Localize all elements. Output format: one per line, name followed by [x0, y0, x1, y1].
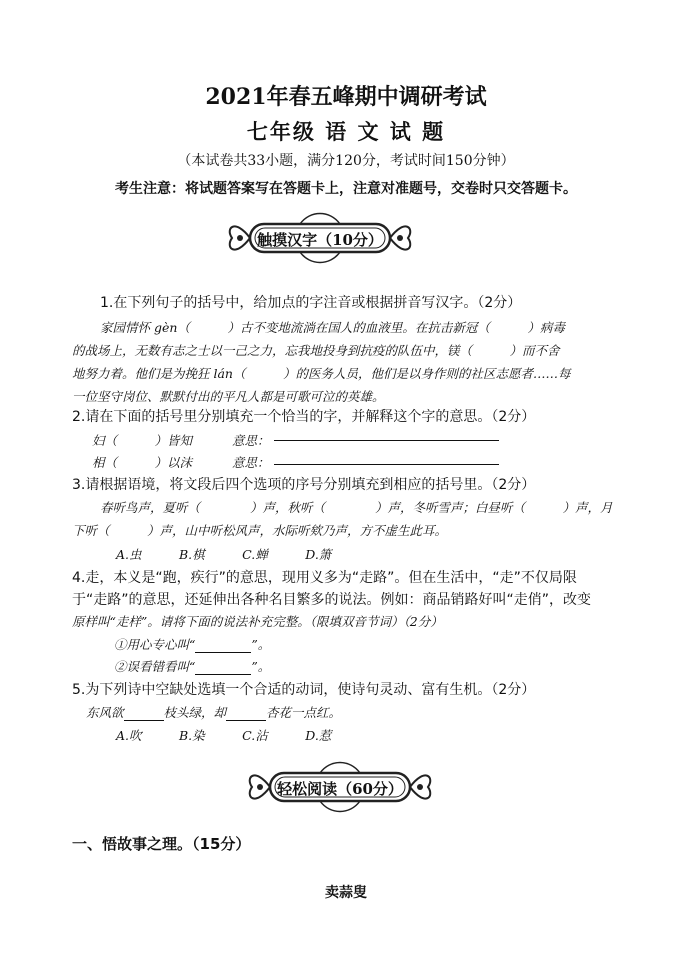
q4-line-3: 原样叫“走样”。请将下面的说法补充完整。（限填双音节词）（2分） — [72, 614, 443, 629]
q5-stem: 5.为下列诗中空缺处选填一个合适的动词，使诗句灵动、富有生机。（2分） — [72, 682, 536, 698]
q3-line-1: 春听鸟声，夏听（ ）声，秋听（ ）声，冬听雪声；白昼听（ ）声，月 — [100, 500, 613, 515]
q4-sub-1-label: ①用心专心叫“ — [114, 637, 196, 652]
q2-row-2-answer-line[interactable] — [274, 464, 499, 465]
q4-sub-1-blank[interactable] — [195, 637, 251, 653]
exam-title: 2021年春五峰期中调研考试 — [205, 84, 487, 110]
q5-poem-part-3: 杏花一点红。 — [266, 705, 342, 720]
q5-options: A.吹 B.染 C.沾 D.惹 — [116, 728, 332, 743]
q4-line-1: 4.走，本义是“跑，疾行”的意思，现用义多为“走路”。但在生活中，“走”不仅局限 — [72, 570, 577, 586]
q5-blank-1[interactable] — [124, 705, 164, 721]
q4-line-2: 于“走路”的意思，还延伸出各种名目繁多的说法。例如：商品销路好叫“走俏”，改变 — [72, 592, 592, 608]
q3-line-2: 下听（ ）声，山中听松风声，水际听欸乃声，方不虚生此耳。 — [72, 523, 448, 538]
q1-stem: 1.在下列句子的括号中，给加点的字注音或根据拼音写汉字。（2分） — [100, 295, 522, 311]
q3-stem: 3.请根据语境，将文段后四个选项的序号分别填充到相应的括号里。（2分） — [72, 477, 536, 493]
q1-line-1: 家园情怀 gèn（ ）古不变地流淌在国人的血液里。在抗击新冠（ ）病毒 — [100, 320, 565, 335]
q1-line-4: 一位坚守岗位、默默付出的平凡人都是可歌可泣的英雄。 — [72, 389, 385, 404]
exam-subtitle: 七年级 语 文 试 题 — [246, 119, 446, 144]
q4-sub-2-blank[interactable] — [195, 659, 251, 675]
q3-options: A.虫 B.棋 C.蝉 D.箫 — [116, 547, 332, 562]
q5-blank-2[interactable] — [226, 705, 266, 721]
story-title: 卖蒜叟 — [325, 885, 367, 901]
q4-sub-2-end: ”。 — [251, 659, 271, 674]
q4-sub-2 — [114, 657, 270, 675]
exam-notice: 考生注意：将试题答案写在答题卡上，注意对准题号，交卷时只交答题卡。 — [115, 181, 577, 197]
q1-line-2: 的战场上，无数有志之士以一己之力，忘我地投身到抗疫的队伍中，镁（ ）而不舍 — [72, 343, 560, 358]
q2-row-2-word: 相（ ）以沫 — [92, 455, 193, 470]
section-banner-2-label: 轻松阅读（60分） — [277, 780, 403, 798]
q5-poem-part-1: 东风欲 — [86, 705, 124, 720]
section-banner-1-label: 触摸汉字（10分） — [257, 231, 383, 249]
q5-poem-part-2: 枝头绿，却 — [163, 705, 227, 720]
q4-sub-1 — [114, 635, 270, 653]
q4-sub-2-label: ②误看错看叫“ — [114, 659, 196, 674]
q2-stem: 2.请在下面的括号里分别填充一个恰当的字，并解释这个字的意思。（2分） — [72, 409, 536, 425]
exam-info: （本试卷共33小题，满分120分，考试时间150分钟） — [177, 153, 515, 169]
q2-row-2-meaning-label: 意思： — [232, 455, 270, 470]
q2-row-1-word: 妇（ ）皆知 — [92, 433, 193, 448]
q2-row-1-meaning-label: 意思： — [232, 433, 270, 448]
q2-row-1-answer-line[interactable] — [274, 440, 499, 441]
q4-sub-1-end: ”。 — [251, 637, 271, 652]
q1-line-3: 地努力着。他们是为挽狂 lán（ ）的医务人员，他们是以身作则的社区志愿者……每 — [72, 366, 571, 381]
q5-poem — [86, 703, 341, 721]
part-1-heading: 一、悟故事之理。（15分） — [72, 835, 251, 853]
